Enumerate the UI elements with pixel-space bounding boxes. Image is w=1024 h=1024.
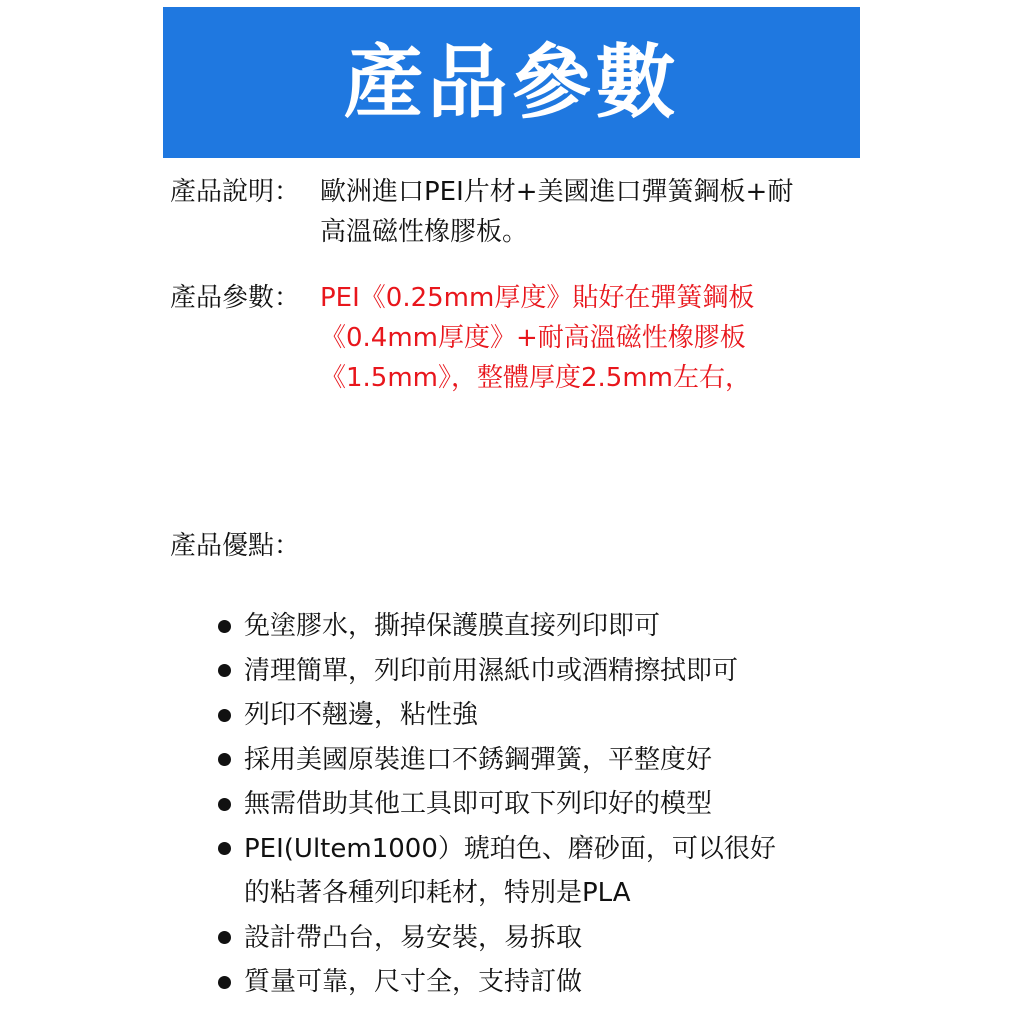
description-label: 產品說明： — [170, 177, 301, 207]
list-item — [218, 960, 776, 1005]
list-item-text — [244, 604, 660, 649]
list-item-line: 清理簡單，列印前用濕紙巾或酒精擦拭即可 — [244, 655, 739, 686]
bullet-icon — [218, 604, 244, 649]
parameters-label: 產品參數： — [170, 283, 301, 313]
list-item-line: 無需借助其他工具即可取下列印好的模型 — [244, 789, 713, 819]
bullet-icon — [218, 738, 244, 783]
parameters-line: PEI《0.25mm厚度》貼好在彈簧鋼板 — [320, 283, 755, 313]
bullet-icon — [218, 916, 244, 961]
parameters-line: 《0.4mm厚度》+耐高溫磁性橡膠板 — [320, 323, 746, 353]
title-banner — [163, 7, 860, 158]
description-value — [320, 172, 860, 252]
list-item-line: 的粘著各種列印耗材，特別是PLA — [244, 878, 631, 908]
list-item — [218, 604, 776, 649]
list-item-line: PEI(Ultem1000）琥珀色、磨砂面，可以很好 — [244, 833, 776, 864]
bullet-icon — [218, 960, 244, 1005]
bullet-icon — [218, 649, 244, 694]
list-item — [218, 693, 776, 738]
list-item — [218, 827, 776, 916]
description-row — [170, 172, 860, 252]
list-item-line: 免塗膠水，撕掉保護膜直接列印即可 — [244, 611, 661, 641]
list-item-line: 採用美國原裝進口不銹鋼彈簧，平整度好 — [244, 744, 713, 775]
list-item-text — [244, 782, 712, 827]
list-item-line: 質量可靠，尺寸全，支持訂做 — [244, 967, 583, 997]
bullet-icon — [218, 693, 244, 738]
list-item — [218, 738, 776, 783]
list-item — [218, 649, 776, 694]
list-item-text — [244, 827, 776, 916]
description-line: 歐洲進口PEI片材+美國進口彈簧鋼板+耐 — [320, 177, 794, 207]
advantages-list — [218, 604, 776, 1005]
list-item-text — [244, 649, 738, 694]
parameters-row — [170, 278, 860, 398]
list-item — [218, 782, 776, 827]
list-item-text — [244, 738, 712, 783]
list-item-text — [244, 916, 582, 961]
advantages-title: 產品優點： — [170, 531, 301, 561]
list-item-text — [244, 960, 582, 1005]
parameters-line: 《1.5mm》，整體厚度2.5mm左右， — [320, 363, 752, 393]
list-item-text — [244, 693, 478, 738]
bullet-icon — [218, 827, 244, 872]
parameters-value — [320, 278, 860, 398]
list-item — [218, 916, 776, 961]
page-title: 產品參數 — [343, 35, 680, 129]
list-item-line: 列印不翹邊，粘性強 — [244, 700, 479, 730]
list-item-line: 設計帶凸台，易安裝，易拆取 — [244, 922, 583, 953]
description-line: 高溫磁性橡膠板。 — [320, 217, 529, 247]
bullet-icon — [218, 782, 244, 827]
